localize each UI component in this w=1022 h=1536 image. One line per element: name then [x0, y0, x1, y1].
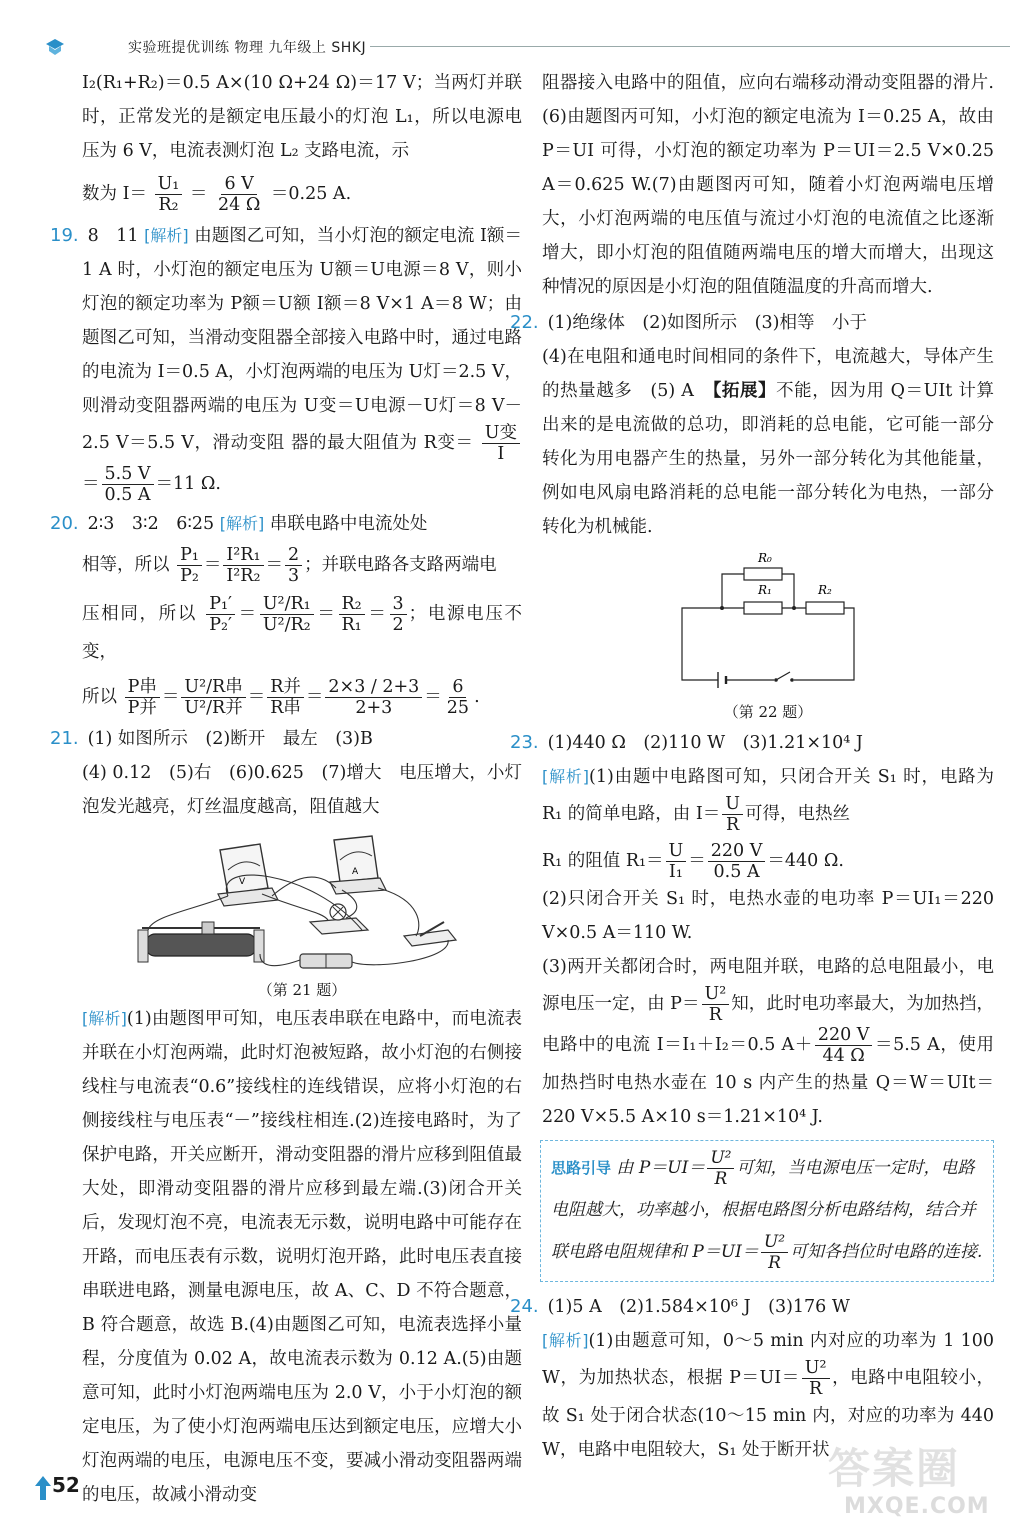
q23-explanation: [ 解析 ] (1)由题中电路图可知，只闭合开关 S₁ 时，电路为 R₁ 的简单电路，由 I＝ $\frac{U}{R}$ 可得，电热丝	[542, 760, 994, 835]
fraction: $\frac{U}{\text{I₁}}$	[666, 841, 687, 882]
fraction: $\frac{\text{P₁′}}{\text{P₂′}}$	[206, 594, 235, 635]
q21-answer-2: (4) 0.12 (5)右 (6)0.625 (7)增大 电压增大，小灯泡发光越亮，灯丝温度越高，阻值越大	[82, 763, 522, 817]
q20-formula-2: 压相同，所以 $\frac{\text{P₁′}}{\text{P₂′}}$ ＝ $\frac{\text{U²/R₁}}{\text{U²/R₂}}$ ＝ $\frac{\text{R₂}}{\text{R₁}}$ ＝ $\frac{3}{2}$ ；电源电压不变，	[82, 594, 522, 662]
fraction: $\frac{6}{25}$	[446, 677, 470, 718]
ammeter-icon	[330, 836, 386, 894]
q21-explanation: [ 解析 ] (1)由题图甲可知，电压表串联在电路中，而电流表并联在小灯泡两端，此时灯泡被短路，故小灯泡的右侧接线柱与电流表“0.6”接线柱的连线错误，应将小灯泡的右侧接线柱与电压表“－”接线柱相连.(2)连接电路时，为了保护电路，开关应断开，滑动变阻器的滑片应移到阻值最大处，即滑动变阻器的滑片应移到最左端.(3)闭合开关后，发现灯泡不亮，电流表无示数，说明电路中可能存在开路，而电压表有示数，说明灯泡开路，此时电压表直接串联进电路，测量电源电压，故 A、C、D 不符合题意，B 符合题意，故选 B.(4)由题图乙可知，电流表选择小量程，分度值为 0.02 A，故电流表示数为 0.12 A.(5)由题意可知，此时小灯泡两端电压为 2.0 V，小于小灯泡的额定电压，为了使小灯泡两端电压达到额定电压，应增大小灯泡两端的电压，电源电压不变，要减小滑动变阻器两端的电压，故减小滑动变	[82, 1002, 522, 1512]
q22-circuit-diagram	[678, 550, 858, 700]
book-logo-icon	[44, 36, 66, 58]
q21-number: 21.	[50, 728, 79, 749]
q24-block	[510, 1290, 994, 1324]
q23-formula: R₁ 的阻值 R₁＝ $\frac{U}{\text{I₁}}$ ＝ $\frac{220 V}{0.5 A}$ ＝440 Ω.	[542, 841, 844, 882]
page-header	[40, 34, 1000, 60]
resistor-r0	[744, 568, 782, 580]
q21-answer-1: (1) 如图所示 (2)断开 最左 (3)B	[87, 729, 373, 749]
fraction: $\frac{2\times 3 / 2+3}{2+3}$	[325, 677, 422, 718]
q19-block: 19. 8 11 [ 解析 ] 由题图乙可知，当小灯泡的额定电流 I额＝1 A 时，小灯泡的额定电压为 U额＝U电源＝8 V，则小灯泡的额定功率为 P额＝U额 I额＝8 V×1 A＝8 W；由题图乙可知，当滑动变阻器全部接入电路中时，通过电路的电流为 I＝0.5 A，小灯泡两端的电压为 U灯＝2.5 V，则滑动变阻器两端的电压为 U变＝U电源－U灯＝8 V－2.5 V＝5.5 V，滑动变阻 器的最大阻值为 R变＝ $\frac{\text{U变}}{I}$ ＝ $\frac{5.5 V}{0.5 A}$ ＝11 Ω.	[82, 219, 522, 505]
fraction: $\frac{\text{R并}}{\text{R串}}$	[267, 677, 304, 718]
fraction: $\frac{\text{U²}}{R}$	[707, 1148, 734, 1189]
q21-circuit-figure	[132, 830, 472, 978]
fraction: $\frac{\text{U²}}{R}$	[761, 1232, 788, 1273]
q23-number: 23.	[510, 732, 539, 753]
rheostat-icon	[138, 922, 264, 962]
watermark: 答案圈 MXQE.COM	[828, 1444, 990, 1519]
q22-circuit-drawing	[678, 550, 858, 700]
q22-number: 22.	[510, 312, 539, 333]
q20-block: 20. 2∶3 3∶2 6∶25 [ 解析 ] 串联电路中电流处处	[82, 507, 522, 541]
q21-figure-caption: （第 21 题）	[257, 981, 347, 999]
fraction: $\frac{\text{I²R₁}}{\text{I²R₂}}$	[223, 545, 263, 586]
header-title: 实验班提优训练 物理 九年级上 SHKJ	[128, 40, 367, 56]
analysis-tag: [ 解析 ]	[542, 1331, 588, 1350]
q21-block	[50, 722, 522, 756]
r0-label: R₀	[758, 551, 772, 565]
q20-answer: 2∶3 3∶2 6∶25	[87, 514, 215, 534]
analysis-tag: [ 解析 ]	[82, 1009, 127, 1028]
q23-part2: (2)只闭合开关 S₁ 时，电热水壶的电功率 P＝UI₁＝220 V×0.5 A＝110 W.	[542, 889, 994, 943]
fraction: $\frac{\text{U₁}}{\text{R₂}}$	[155, 174, 183, 215]
battery-icon	[300, 954, 352, 968]
fraction: $\frac{\text{U变}}{I}$	[482, 423, 520, 464]
q22-block	[510, 306, 994, 340]
page-arrow-icon	[34, 1474, 52, 1502]
fraction: $\frac{2}{3}$	[285, 545, 302, 586]
fraction: $\frac{220 V}{0.5 A}$	[708, 841, 766, 882]
fraction: $\frac{3}{2}$	[390, 594, 407, 635]
right-column	[510, 66, 994, 1467]
q21-continued: 阻器接入电路中的阻值，应向右端移动滑动变阻器的滑片.(6)由题图丙可知，小灯泡的额定电流为 I＝0.25 A，故由 P＝UI 可得，小灯泡的额定功率为 P＝UI＝2.5 V×0.25 A＝0.625 W.(7)由题图丙可知，随着小灯泡两端电压增大，小灯泡两端的电压值与流过小灯泡的电流值之比逐渐增大，即小灯泡的阻值随两端电压的增大而增大，出现这种情况的原因是小灯泡的阻值随温度的升高而增大.	[542, 73, 994, 297]
q24-answer: (1)5 A (2)1.584×10⁶ J (3)176 W	[547, 1297, 850, 1317]
ammeter-label: A	[352, 867, 359, 877]
fraction: $\frac{\text{P₁}}{\text{P₂}}$	[177, 545, 202, 586]
q24-explanation: [ 解析 ] (1)由题意可知，0～5 min 内对应的功率为 1 100 W，为加热状态，根据 P＝UI＝ $\frac{\text{U²}}{R}$ ，电路中电阻较小，故 S₁ 处于闭合状态(10～15 min 内，对应的功率为 440 W，电路中电阻较大，S₁ 处于断开状	[542, 1324, 994, 1467]
r1-label: R₁	[758, 583, 772, 597]
fraction: $\frac{\text{P串}}{\text{P并}}$	[125, 677, 160, 718]
extension-tag: 【拓展】	[712, 381, 777, 401]
q22-answer-1: (1)绝缘体 (2)如图所示 (3)相等 小于	[547, 313, 867, 333]
switch-icon	[776, 672, 790, 680]
page-number: 52	[34, 1470, 86, 1504]
q20-formula-1: 相等，所以 $\frac{\text{P₁}}{\text{P₂}}$ ＝ $\frac{\text{I²R₁}}{\text{I²R₂}}$ ＝ $\frac{2}{3}$ ；并联电路各支路两端电	[82, 545, 497, 586]
fraction: $\frac{\text{U²/R₁}}{\text{U²/R₂}}$	[260, 594, 314, 635]
analysis-tag: [ 解析 ]	[144, 226, 189, 245]
q23-answer: (1)440 Ω (2)110 W (3)1.21×10⁴ J	[547, 733, 863, 753]
r2-label: R₂	[818, 583, 832, 597]
q21-apparatus-drawing	[132, 830, 472, 978]
q19-text: 由题图乙可知，当小灯泡的额定电流 I额＝1 A 时，小灯泡的额定电压为 U额＝U电源＝8 V，则小灯泡的额定功率为 P额＝U额 I额＝8 V×1 A＝8 W；由题图乙可知，当滑动变阻器全部接入电路中时，通过电路的电流为 I＝0.5 A，小灯泡两端的电压为 U灯＝2.5 V，则滑动变阻器两端的电压为 U变＝U电源－U灯＝8 V－2.5 V＝5.5 V，滑动变阻	[82, 226, 522, 453]
left-column	[50, 66, 522, 1512]
intro-formula: 数为 I＝ $\frac{\text{U₁}}{\text{R₂}}$ ＝ $\frac{6 V}{24 \Omega}$ ＝0.25 A.	[82, 174, 352, 215]
q20-number: 20.	[50, 513, 79, 534]
fraction: $\frac{6 V}{24 \Omega}$	[217, 174, 261, 215]
q19-number: 19.	[50, 225, 79, 246]
fraction: $\frac{\text{U²/R串}}{\text{U²/R并}}$	[181, 677, 245, 718]
resistor-r2	[806, 602, 844, 614]
fraction: $\frac{\text{U²}}{R}$	[702, 984, 730, 1025]
voltmeter-label: V	[239, 877, 246, 887]
fraction: $\frac{220 V}{44 \Omega}$	[815, 1025, 873, 1066]
thinking-guide-label: 思路引导	[551, 1159, 612, 1177]
fraction: $\frac{\text{U²}}{R}$	[802, 1358, 830, 1399]
q19-answer: 8 11	[87, 226, 139, 246]
fraction: $\frac{5.5 V}{0.5 A}$	[102, 464, 154, 505]
resistor-r1	[744, 602, 782, 614]
thinking-guide-box: 思路引导 由 P＝UI＝ $\frac{\text{U²}}{R}$ 可知，当电源电压一定时，电路电阻越大，功率越小，根据电路图分析电路结构，结合并联电路电阻规律和 P＝UI＝ $\frac{\text{U²}}{R}$ 可知各挡位时电路的连接.	[540, 1140, 994, 1282]
q24-number: 24.	[510, 1296, 539, 1317]
analysis-tag: [ 解析 ]	[220, 514, 265, 533]
fraction: $\frac{\text{R₂}}{\text{R₁}}$	[339, 594, 365, 635]
q22-answer-2: (4)在电阻和通电时间相同的条件下，电流越大，导体产生的热量越多 (5) A 【拓展】不能，因为用 Q＝UIt 计算出来的是电流做的总功，即消耗的总电能，它可能一部分转化为用电器产生的热量，另外一部分转化为其他能量，例如电风扇电路消耗的总电能一部分转化为电热，一部分转化为机械能.	[542, 347, 994, 537]
analysis-tag: [ 解析 ]	[542, 767, 589, 786]
q23-part3: (3)两开关都闭合时，两电阻并联，电路的总电阻最小，电源电压一定，由 P＝ $\frac{\text{U²}}{R}$ 知，此时电功率最大，为加热挡，电路中的电流 I＝I₁＋I₂＝0.5 A＋ $\frac{220 V}{44 \Omega}$ ＝5.5 A，使用加热挡时电热水壶在 10 s 内产生的热量 Q＝W＝UIt＝220 V×5.5 A×10 s＝1.21×10⁴ J.	[542, 957, 994, 1127]
fraction: $\frac{U}{R}$	[722, 794, 743, 835]
header-rule	[370, 46, 1010, 47]
q20-formula-3: 所以 $\frac{\text{P串}}{\text{P并}}$ ＝ $\frac{\text{U²/R串}}{\text{U²/R并}}$ ＝ $\frac{\text{R并}}{\text{R串}}$ ＝ $\frac{2\times 3 / 2+3}{2+3}$ ＝ $\frac{6}{25}$ .	[82, 677, 480, 718]
q22-figure-caption: （第 22 题）	[723, 703, 813, 721]
intro-text: I₂(R₁+R₂)＝0.5 A×(10 Ω+24 Ω)＝17 V；当两灯并联时，正常发光的是额定电压最小的灯泡 L₁，所以电源电压为 6 V，电流表测灯泡 L₂ 支路电流，示	[82, 73, 522, 161]
q23-block	[510, 726, 994, 760]
